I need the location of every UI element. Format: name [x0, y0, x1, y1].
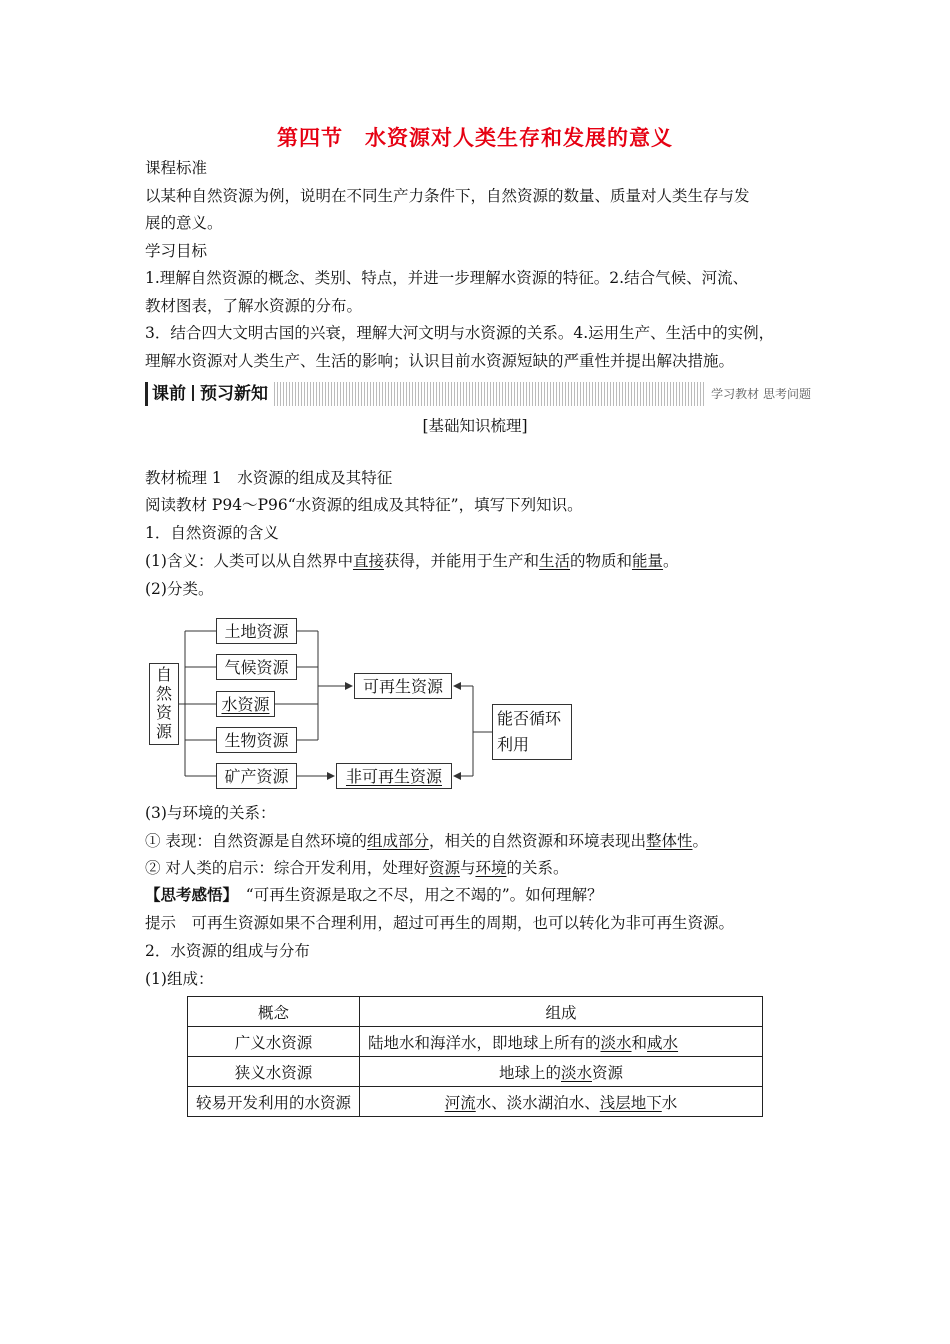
- definition-text-d: 。: [663, 552, 679, 570]
- item1-heading: 1．自然资源的含义: [145, 524, 279, 542]
- section-subtitle: [基础知识梳理]: [422, 417, 528, 435]
- env1-text-a: ① 表现：自然资源是自然环境的: [145, 832, 367, 850]
- blank-component: 组成部分: [366, 832, 429, 850]
- blank-fresh-water: 淡水: [560, 1063, 592, 1082]
- nonrenewable-node: [336, 763, 452, 789]
- blank-river: 河流: [444, 1093, 476, 1112]
- table-cell-composition: [360, 1087, 763, 1117]
- cell-text-a: 地球上的: [498, 1063, 561, 1082]
- definition-text-c: 的物质和: [570, 552, 633, 570]
- goals-line-2: 教材图表，了解水资源的分布。: [145, 297, 363, 315]
- cell-text-b: 水、淡水湖泊水、: [475, 1093, 600, 1112]
- cell-text-a: 陆地水和海洋水，即地球上所有的: [368, 1033, 601, 1052]
- standard-heading: 课程标准: [145, 159, 208, 177]
- leaf-land: 土地资源: [216, 618, 297, 644]
- cell-text-b: 和: [631, 1033, 648, 1052]
- env2-text-b: 与: [459, 859, 476, 877]
- criterion-node: 能否循环利用: [492, 704, 572, 760]
- blank-direct: 直接: [352, 552, 384, 570]
- think-label: 【思考感悟】: [145, 885, 231, 904]
- section-bar-label-b: 预习新知: [200, 384, 268, 404]
- blank-integrity: 整体性: [645, 832, 693, 850]
- leaf-climate: 气候资源: [216, 654, 297, 680]
- cell-text-c: 水: [661, 1093, 678, 1112]
- environment-heading: (3)与环境的关系：: [145, 804, 276, 822]
- topic1-heading: 教材梳理 1 水资源的组成及其特征: [145, 469, 393, 487]
- definition-text-b: 获得，并能用于生产和: [383, 552, 539, 570]
- think-line: [145, 885, 603, 905]
- leaf-biological: 生物资源: [216, 727, 297, 753]
- env2-text-c: 的关系。: [506, 859, 569, 877]
- blank-resource: 资源: [428, 859, 460, 877]
- table-cell-concept: 广义水资源: [188, 1027, 360, 1057]
- table-cell-concept: 狭义水资源: [188, 1057, 360, 1087]
- leaf-water-label: 水资源: [221, 695, 270, 714]
- water-resource-table: [187, 996, 763, 1117]
- table-header-composition: 组成: [360, 997, 763, 1027]
- definition-text-a: (1)含义：人类可以从自然界中: [145, 552, 353, 570]
- table-row: [188, 1027, 763, 1057]
- page-title: 第四节 水资源对人类生存和发展的意义: [277, 126, 673, 150]
- standard-line-1: 以某种自然资源为例，说明在不同生产力条件下，自然资源的数量、质量对人类生存与发: [145, 187, 750, 205]
- env1-text-c: 。: [692, 832, 708, 850]
- standard-line-2: 展的意义。: [145, 214, 223, 232]
- blank-environment: 环境: [475, 859, 507, 877]
- env1-text-b: ，相关的自然资源和环境表现出: [428, 832, 646, 850]
- section-bar-label-a: 课前: [152, 384, 186, 404]
- topic1-intro: 阅读教材 P94～P96“水资源的组成及其特征”，填写下列知识。: [145, 496, 583, 514]
- environment-line-1: [145, 831, 708, 851]
- table-header-row: [188, 997, 763, 1027]
- env2-text-a: ② 对人类的启示：综合开发利用，处理好: [145, 859, 429, 877]
- goals-line-3: 3．结合四大文明古国的兴衰，理解大河文明与水资源的关系。4.运用生产、生活中的实例，: [145, 324, 775, 342]
- goals-line-4: 理解水资源对人类生产、生活的影响；认识目前水资源短缺的严重性并提出解决措施。: [145, 352, 735, 370]
- item2-heading: 2．水资源的组成与分布: [145, 942, 310, 960]
- table-cell-composition: [360, 1027, 763, 1057]
- environment-line-2: [145, 858, 569, 878]
- blank-salt-water: 咸水: [647, 1033, 679, 1052]
- nonrenewable-label: 非可再生资源: [345, 767, 442, 786]
- think-text: “可再生资源是取之不尽，用之不竭的”。如何理解？: [230, 886, 603, 904]
- hint-line: 提示 可再生资源如果不合理利用，超过可再生的周期，也可以转化为非可再生资源。: [145, 914, 735, 932]
- goals-heading: 学习目标: [145, 242, 208, 260]
- cell-text-b: 资源: [592, 1063, 624, 1082]
- leaf-water: [216, 691, 275, 717]
- section-bar-hint: 学习教材 思考问题: [705, 382, 817, 406]
- table-row: [188, 1057, 763, 1087]
- classification-heading: (2)分类。: [145, 580, 214, 598]
- blank-fresh-water: 淡水: [600, 1033, 632, 1052]
- table-row: [188, 1087, 763, 1117]
- composition-heading: (1)组成：: [145, 970, 214, 988]
- table-header-concept: 概念: [188, 997, 360, 1027]
- blank-shallow-groundwater: 浅层地下: [599, 1093, 662, 1112]
- renewable-node: 可再生资源: [354, 673, 452, 699]
- goals-line-1: 1.理解自然资源的概念、类别、特点，并进一步理解水资源的特征。2.结合气候、河流、: [145, 269, 749, 287]
- table-cell-concept: 较易开发利用的水资源: [188, 1087, 360, 1117]
- table-cell-composition: [360, 1057, 763, 1087]
- blank-life: 生活: [539, 552, 571, 570]
- blank-energy: 能量: [632, 552, 664, 570]
- leaf-mineral: 矿产资源: [216, 763, 297, 789]
- root-node: 自然资源: [149, 663, 179, 745]
